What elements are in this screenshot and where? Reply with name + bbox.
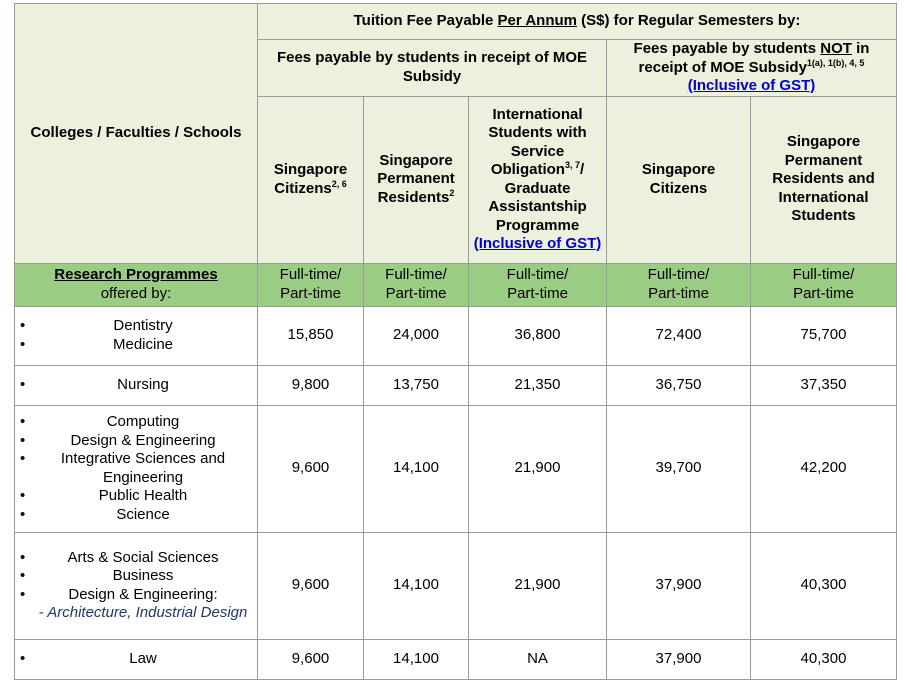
tuition-title-post: (S$) for Regular Semesters by: — [576, 12, 801, 30]
mode-cell — [364, 263, 469, 306]
table-row — [15, 532, 897, 639]
mode-label-line1: Full-time/ — [792, 266, 855, 283]
fee-cell: 39,700 — [607, 405, 751, 532]
fee-cell: 13,750 — [364, 365, 469, 405]
col-sc2-label: Singapore Citizens — [641, 161, 716, 197]
mode-label-line2: Part-time — [793, 284, 854, 302]
fee-cell: 24,000 — [364, 306, 469, 365]
non-moe-group-header — [607, 40, 897, 97]
fee-cell: 37,900 — [607, 532, 751, 639]
col-spr-footnote: 2 — [449, 187, 455, 198]
table-row — [15, 365, 897, 405]
col-intl-gst-link[interactable]: (Inclusive of GST) — [473, 235, 602, 252]
col-header-singapore-citizens — [258, 96, 364, 263]
offered-by-label: offered by: — [100, 284, 172, 302]
fee-cell: 72,400 — [607, 306, 751, 365]
fee-cell: 9,600 — [258, 639, 364, 679]
research-programmes-row — [15, 263, 897, 306]
programme-cell — [15, 365, 258, 405]
list-item: • Medicine — [19, 336, 253, 355]
tuition-fee-table — [14, 3, 897, 680]
fee-cell: 42,200 — [751, 405, 897, 532]
list-item: • Business — [19, 567, 253, 586]
programme-cell — [15, 639, 258, 679]
col-header-non-moe-citizens — [607, 96, 751, 263]
programme-cell — [15, 306, 258, 365]
tuition-title-header — [258, 4, 897, 40]
table-row — [15, 639, 897, 679]
fee-cell: 15,850 — [258, 306, 364, 365]
col-header-international-service — [469, 96, 607, 263]
fee-cell: 37,900 — [607, 639, 751, 679]
mode-label-line2: Part-time — [507, 284, 568, 302]
mode-cell — [751, 263, 897, 306]
fee-cell: 9,800 — [258, 365, 364, 405]
list-item: • Science — [19, 506, 253, 525]
non-moe-mid: in receipt of MOE Subsidy — [638, 40, 870, 76]
fee-cell: 9,600 — [258, 532, 364, 639]
mode-label-line1: Full-time/ — [647, 266, 710, 283]
fee-cell: 9,600 — [258, 405, 364, 532]
research-programmes-title: Research Programmes — [54, 266, 218, 283]
col-header-permanent-residents — [364, 96, 469, 263]
mode-label-line2: Part-time — [385, 284, 447, 302]
col-header-non-moe-pr-international — [751, 96, 897, 263]
mode-label-line1: Full-time/ — [385, 266, 447, 283]
fee-cell: NA — [469, 639, 607, 679]
fee-cell: 75,700 — [751, 306, 897, 365]
mode-cell — [469, 263, 607, 306]
list-item: • Law — [19, 650, 253, 669]
list-item: • Arts & Social Sciences — [19, 549, 253, 568]
table-row — [15, 306, 897, 365]
non-moe-gst-link[interactable]: (Inclusive of GST) — [687, 77, 816, 94]
col-sc-label: Singapore Citizens — [273, 161, 348, 197]
list-item: • Dentistry — [19, 317, 253, 336]
moe-subsidy-group-label: Fees payable by students in receipt of MOE Subsidy — [276, 49, 588, 85]
col-intl-label-a: International Students with Service Obligation — [488, 105, 587, 178]
fee-cell: 37,350 — [751, 365, 897, 405]
fee-cell: 40,300 — [751, 639, 897, 679]
colleges-header-label: Colleges / Faculties / Schools — [30, 124, 242, 141]
col-spr-label: Singapore Permanent Residents — [377, 151, 455, 206]
fee-cell: 14,100 — [364, 532, 469, 639]
moe-subsidy-group-header — [258, 40, 607, 97]
non-moe-footnote: 1(a), 1(b), 4, 5 — [806, 57, 865, 68]
fee-cell: 21,900 — [469, 405, 607, 532]
list-item: • Design & Engineering — [19, 432, 253, 451]
programme-cell — [15, 405, 258, 532]
tuition-title-pre: Tuition Fee Payable — [353, 12, 498, 30]
fee-cell: 40,300 — [751, 532, 897, 639]
col-sc-footnote: 2, 6 — [331, 178, 347, 189]
tuition-title-per-annum: Per Annum — [497, 12, 577, 30]
fee-cell: 36,750 — [607, 365, 751, 405]
mode-label-line1: Full-time/ — [506, 266, 569, 283]
mode-label-line2: Part-time — [280, 284, 341, 302]
mode-cell — [258, 263, 364, 306]
mode-cell — [607, 263, 751, 306]
non-moe-not: NOT — [820, 40, 852, 57]
fee-cell: 21,900 — [469, 532, 607, 639]
mode-label-line1: Full-time/ — [279, 266, 342, 283]
table-row — [15, 405, 897, 532]
list-item: • Integrative Sciences and Engineering — [19, 450, 253, 487]
colleges-header — [15, 4, 258, 264]
col-spr-intl-label: Singapore Permanent Residents and International Students — [772, 133, 875, 225]
list-item: • Nursing — [19, 376, 253, 395]
programme-cell — [15, 532, 258, 639]
sub-list-item: - Architecture, Industrial Design — [38, 604, 248, 621]
research-programmes-cell — [15, 263, 258, 306]
list-item: • Computing — [19, 413, 253, 432]
fee-cell: 21,350 — [469, 365, 607, 405]
fee-cell: 14,100 — [364, 405, 469, 532]
col-intl-label-b: / Graduate Assistantship Programme — [488, 161, 587, 234]
mode-label-line2: Part-time — [648, 284, 709, 302]
non-moe-pre: Fees payable by students — [633, 40, 821, 57]
col-intl-footnote: 3, 7 — [564, 160, 580, 170]
list-item: • Design & Engineering: — [19, 586, 253, 605]
fee-cell: 36,800 — [469, 306, 607, 365]
list-item: • Public Health — [19, 487, 253, 506]
fee-cell: 14,100 — [364, 639, 469, 679]
